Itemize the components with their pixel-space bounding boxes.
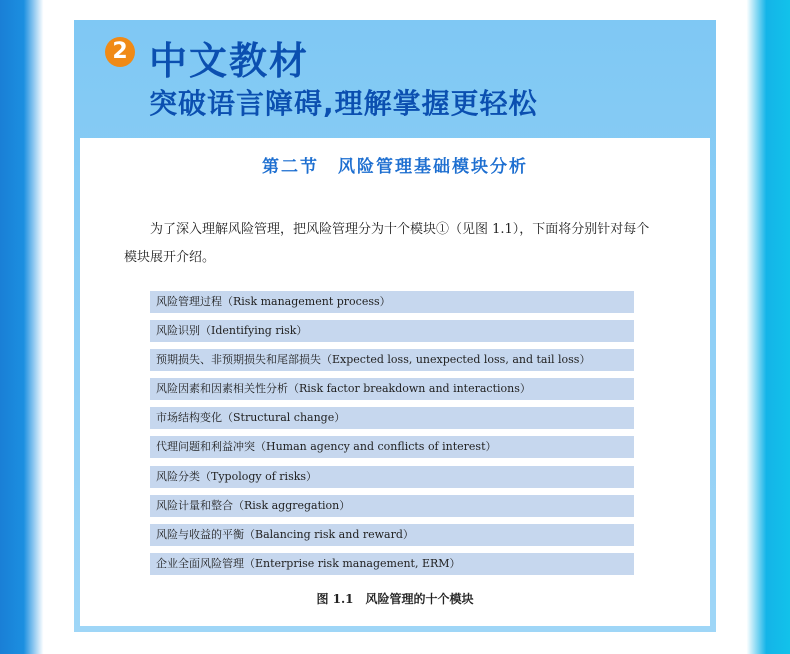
body-paragraph: 为了深入理解风险管理，把风险管理分为十个模块①（见图 1.1），下面将分别针对每个模块展开介绍。 [124, 222, 650, 265]
book-page [80, 138, 710, 626]
panel-title: 中文教材 [149, 39, 310, 83]
number-badge: 2 [105, 37, 135, 67]
module-item: 市场结构变化（Structural change） [150, 407, 634, 429]
figure-caption: 图 1.1 风险管理的十个模块 [316, 592, 474, 606]
panel-header [74, 20, 716, 138]
module-item: 预期损失、非预期损失和尾部损失（Expected loss, unexpected loss, and tail loss） [150, 349, 634, 371]
module-item: 风险识别（Identifying risk） [150, 320, 634, 342]
module-item: 风险计量和整合（Risk aggregation） [150, 495, 634, 517]
promo-panel [74, 20, 716, 632]
section-title: 第二节 风险管理基础模块分析 [262, 157, 528, 177]
module-item: 风险因素和因素相关性分析（Risk factor breakdown and interactions） [150, 378, 634, 400]
module-item: 企业全面风险管理（Enterprise risk management, ERM） [150, 553, 634, 575]
module-item: 风险管理过程（Risk management process） [150, 291, 634, 313]
panel-subtitle: 突破语言障碍,理解掌握更轻松 [149, 87, 538, 120]
module-item: 风险与收益的平衡（Balancing risk and reward） [150, 524, 634, 546]
module-list [150, 291, 634, 582]
module-item: 代理问题和利益冲突（Human agency and conflicts of interest） [150, 436, 634, 458]
module-item: 风险分类（Typology of risks） [150, 466, 634, 488]
